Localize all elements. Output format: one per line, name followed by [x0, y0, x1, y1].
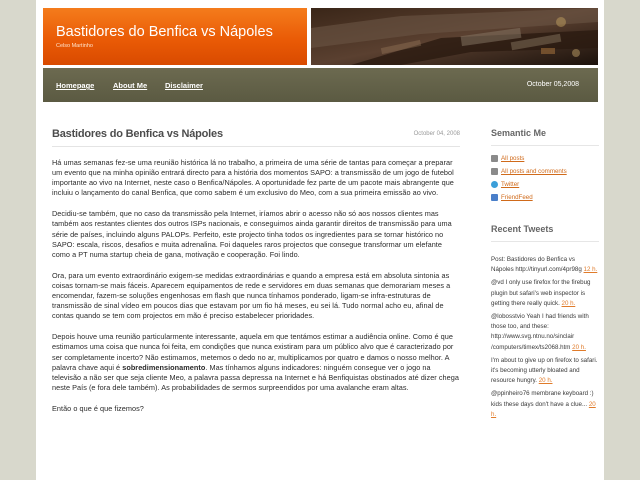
nav-date: October 05,2008	[526, 81, 579, 88]
site-header-banner	[43, 8, 307, 65]
sidebar-link-label[interactable]: All posts and comments	[501, 168, 567, 175]
post-paragraph: Decidiu-se também, que no caso da transmissão pela Internet, iríamos abrir o acesso não só aos nossos clientes mas também aos restantes clientes dos outros ISPs nacionais, e conseguimos ainda garantir direitos de transmissão para uma série de países, incluindo alguns PALOPs. Perfeito, este projecto tinha todos os ingredientes para se tornar histórico no SAPO: escala, riscos, desafios e muita adrenalina. Foi daqueles raros projectos que consegue transformar um elefante como a PT numa startup cheia de gana, motivação e cooperação. Foi lindo.	[52, 209, 452, 259]
site-subtitle: Celso Martinho	[56, 43, 93, 49]
tweet-item	[491, 278, 599, 309]
rss-icon	[491, 155, 498, 162]
recent-tweets-list	[491, 255, 599, 420]
sidebar-divider	[491, 241, 599, 242]
tweet-time-link[interactable]: 20 h.	[538, 377, 553, 385]
post-date: October 04, 2008	[413, 131, 460, 137]
nav-link-about-me[interactable]: About Me	[113, 81, 148, 90]
header-photo	[311, 8, 598, 65]
tweet-text: @vd I only use firefox for the firebug plugin but safari's web inspector is getting there really quick.	[491, 279, 591, 307]
post-title[interactable]: Bastidores do Benfica vs Nápoles	[52, 128, 223, 140]
post-text: Depois houve uma reunião particularmente interessante, aquela em que tentámos estimar a audiência online. Como é que estimamos uma coisa que nunca foi feita, em condições que nunca existiram para um público alvo que é caracterizado por ser completamente incerto? Não estimamos, metemos o dedo no ar, multiplicamos por quatro e damos o nosso melhor. A palavra chave aqui é	[52, 332, 454, 372]
sidebar-divider	[491, 145, 599, 146]
tweet-time-link[interactable]: 20 h.	[491, 400, 596, 418]
tweet-text: @ppinheiro76 membrane keyboard :) kids these days don't have a clue...	[491, 390, 594, 408]
tweet-text: @lobosstvio Yeah I had friends with those too, and these: http://www.svg.ntnu.no/sinclair /computers/timex/ts2068.htm	[491, 313, 589, 351]
sidebar-link-posts-and-comments[interactable]	[491, 168, 599, 176]
tweet-item	[491, 389, 599, 420]
rss-icon	[491, 168, 498, 175]
post-body	[52, 158, 460, 425]
post-divider	[52, 146, 460, 147]
tweet-text: I'm about to give up on firefox to safari. it's becoming utterly bloated and resource hungry.	[491, 356, 598, 385]
post-paragraph	[52, 332, 460, 393]
tweet-text: Post: Bastidores do Benfica vs Nápoles http://tinyurl.com/4pr98g	[491, 256, 582, 274]
sidebar-link-label[interactable]: All posts	[501, 155, 525, 162]
semantic-links	[491, 155, 599, 202]
friendfeed-icon	[491, 194, 498, 201]
top-navbar	[43, 68, 598, 102]
twitter-bird-icon	[491, 181, 498, 188]
nav-link-disclaimer[interactable]: Disclaimer	[165, 81, 203, 90]
tweet-time-link[interactable]: 20 h.	[572, 343, 586, 351]
tweet-item	[491, 312, 599, 353]
sidebar-link-twitter[interactable]	[491, 181, 599, 189]
tweet-time-link[interactable]: 12 h.	[583, 266, 598, 274]
sidebar-link-all-posts[interactable]	[491, 155, 599, 163]
post-bold-keyword: sobredimensionamento	[122, 362, 206, 372]
post-paragraph: Há umas semanas fez-se uma reunião histórica lá no trabalho, a primeira de uma série de tantas para começar a preparar um evento que na minha opinião entrará directo para a história dos momentos SAPO: a transmissão de um jogo de futebol importante ao vivo na Internet, neste caso o Benfica/Nápoles. A oportunidade fez parte de um pacote mais abrangente que incluiu o lançamento do canal Benfica, que como sabem é um exclusivo do Meo, com a sua primeira emissão ao vivo.	[52, 158, 454, 198]
tweet-time-link[interactable]: 20 h.	[561, 299, 576, 307]
nav-link-homepage[interactable]: Homepage	[56, 81, 95, 90]
sidebar-link-label[interactable]: Twitter	[501, 181, 520, 188]
post-paragraph: Então o que é que fizemos?	[52, 403, 144, 413]
sidebar-heading-semantic-me: Semantic Me	[491, 128, 547, 138]
sidebar-heading-recent-tweets: Recent Tweets	[491, 224, 554, 234]
post-paragraph: Ora, para um evento extraordinário exigem-se medidas extraordinárias e quando a empresa está em absoluta sintonia as coisas tornam-se mais fáceis. Aparecem equipamentos de rede e servidores em duas semanas que demorariam meses a encomendar, fazem-se soluções engenhosas em flash que nunca tínhamos ponderado, ligam-se infra-estruturas de transmissão de sinal vídeo em poucos dias que estavam por um fio há meses, eu sei lá. Tudo normal acho eu, afinal de contas quando se tem com projectos em mão é preciso estabelecer prioridades.	[52, 270, 451, 321]
tweet-item	[491, 255, 599, 275]
sidebar-link-label[interactable]: FriendFeed	[501, 194, 533, 201]
sidebar-link-friendfeed[interactable]	[491, 194, 599, 202]
sidebar	[491, 120, 599, 423]
post-text: . Mas tínhamos alguns indicadores: ninguém consegue ver o jogo na televisão a não ser que seja cliente Meo, a palavra passa depressa na Internet e há Benfiquistas obstinados até dizer chega neste País (e fora dele também). As probabilidades de sermos surpreendidos por uma avalanche eram altas.	[52, 362, 459, 392]
site-title[interactable]: Bastidores do Benfica vs Nápoles	[56, 24, 273, 40]
tweet-item	[491, 356, 599, 387]
